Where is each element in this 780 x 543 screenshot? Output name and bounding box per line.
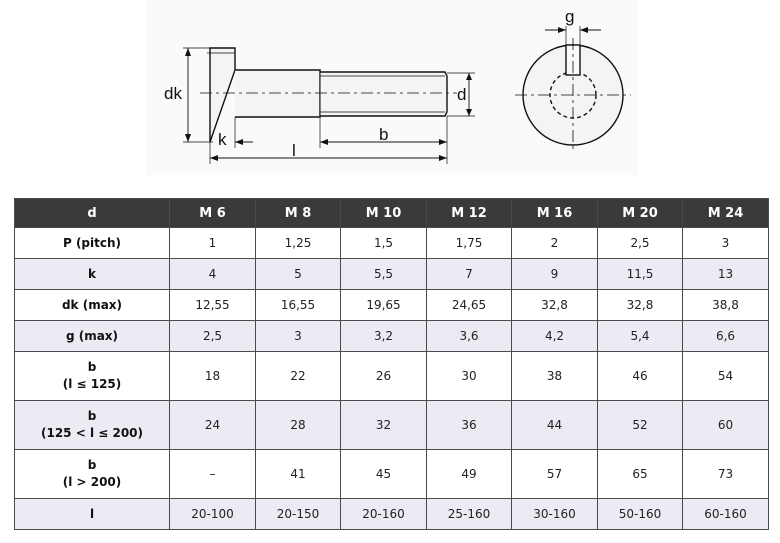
table-cell: 7 xyxy=(427,259,512,290)
table-cell: 3 xyxy=(683,228,769,259)
table-cell: 36 xyxy=(427,401,512,450)
table-cell: 41 xyxy=(256,450,341,499)
table-cell: 13 xyxy=(683,259,769,290)
table-cell: 1,75 xyxy=(427,228,512,259)
table-cell: 50-160 xyxy=(598,499,683,530)
table-cell: 54 xyxy=(683,352,769,401)
header-cell: M 20 xyxy=(598,199,683,228)
table-cell: 20-100 xyxy=(170,499,256,530)
table-cell: 2,5 xyxy=(598,228,683,259)
row-label: g (max) xyxy=(15,321,170,352)
header-cell: M 8 xyxy=(256,199,341,228)
table-cell: 49 xyxy=(427,450,512,499)
table-cell: 22 xyxy=(256,352,341,401)
table-cell: 32,8 xyxy=(598,290,683,321)
header-cell: M 10 xyxy=(341,199,427,228)
bolt-thread-outline xyxy=(320,72,447,116)
k-dimension-label: k xyxy=(218,130,227,149)
table-cell: 1,25 xyxy=(256,228,341,259)
row-label xyxy=(15,352,170,401)
header-cell: M 6 xyxy=(170,199,256,228)
row-label: l xyxy=(15,499,170,530)
table-cell: 3,2 xyxy=(341,321,427,352)
table-cell: 38 xyxy=(512,352,598,401)
table-cell: 44 xyxy=(512,401,598,450)
table-cell: 60-160 xyxy=(683,499,769,530)
table-cell: 3,6 xyxy=(427,321,512,352)
table-row xyxy=(15,352,769,401)
table-cell: 60 xyxy=(683,401,769,450)
d-dimension-label: d xyxy=(457,85,467,104)
table-cell: 65 xyxy=(598,450,683,499)
table-cell: 1 xyxy=(170,228,256,259)
table-cell: 19,65 xyxy=(341,290,427,321)
table-cell: 5,5 xyxy=(341,259,427,290)
table-cell: 18 xyxy=(170,352,256,401)
table-cell: 28 xyxy=(256,401,341,450)
table-cell: – xyxy=(170,450,256,499)
bolt-shank-outline xyxy=(235,70,320,117)
table-cell: 5,4 xyxy=(598,321,683,352)
l-dimension-label: l xyxy=(292,141,296,160)
table-cell: 2,5 xyxy=(170,321,256,352)
table-row xyxy=(15,228,769,259)
table-row xyxy=(15,499,769,530)
table-row xyxy=(15,321,769,352)
row-label-line: (l ≤ 125) xyxy=(62,377,122,391)
row-label-line: (l > 200) xyxy=(62,475,122,489)
table-cell: 25-160 xyxy=(427,499,512,530)
table-cell: 11,5 xyxy=(598,259,683,290)
table-cell: 2 xyxy=(512,228,598,259)
row-label-line: b xyxy=(87,360,97,374)
row-label-line: (125 < l ≤ 200) xyxy=(41,426,143,440)
bolt-head-outline xyxy=(210,48,235,142)
table-cell: 57 xyxy=(512,450,598,499)
dk-dimension-label: dk xyxy=(164,84,182,103)
table-cell: 4,2 xyxy=(512,321,598,352)
bolt-dimensions-table xyxy=(14,198,769,530)
bolt-technical-drawing xyxy=(145,0,639,175)
table-cell: 32 xyxy=(341,401,427,450)
row-label-line: b xyxy=(87,409,97,423)
table-cell: 52 xyxy=(598,401,683,450)
table-cell: 6,6 xyxy=(683,321,769,352)
row-label: P (pitch) xyxy=(15,228,170,259)
header-cell: M 12 xyxy=(427,199,512,228)
row-label xyxy=(15,450,170,499)
row-label: k xyxy=(15,259,170,290)
table-cell: 9 xyxy=(512,259,598,290)
row-label xyxy=(15,401,170,450)
table-cell: 30-160 xyxy=(512,499,598,530)
table-cell: 4 xyxy=(170,259,256,290)
table-row xyxy=(15,401,769,450)
header-cell: d xyxy=(15,199,170,228)
table-cell: 46 xyxy=(598,352,683,401)
table-cell: 30 xyxy=(427,352,512,401)
header-cell: M 24 xyxy=(683,199,769,228)
table-cell: 12,55 xyxy=(170,290,256,321)
table-cell: 26 xyxy=(341,352,427,401)
row-label: dk (max) xyxy=(15,290,170,321)
table-cell: 1,5 xyxy=(341,228,427,259)
table-cell: 20-160 xyxy=(341,499,427,530)
table-cell: 32,8 xyxy=(512,290,598,321)
table-cell: 20-150 xyxy=(256,499,341,530)
table-cell: 5 xyxy=(256,259,341,290)
table-row xyxy=(15,290,769,321)
table-cell: 73 xyxy=(683,450,769,499)
table-cell: 3 xyxy=(256,321,341,352)
table-cell: 38,8 xyxy=(683,290,769,321)
table-cell: 24 xyxy=(170,401,256,450)
b-dimension-label: b xyxy=(379,125,389,144)
table-header-row xyxy=(15,199,769,228)
bolt-drawing-svg xyxy=(145,0,639,175)
table-row xyxy=(15,450,769,499)
table-row xyxy=(15,259,769,290)
table-cell: 24,65 xyxy=(427,290,512,321)
header-cell: M 16 xyxy=(512,199,598,228)
table-cell: 16,55 xyxy=(256,290,341,321)
g-dimension-label: g xyxy=(565,7,575,26)
row-label-line: b xyxy=(87,458,97,472)
table-cell: 45 xyxy=(341,450,427,499)
